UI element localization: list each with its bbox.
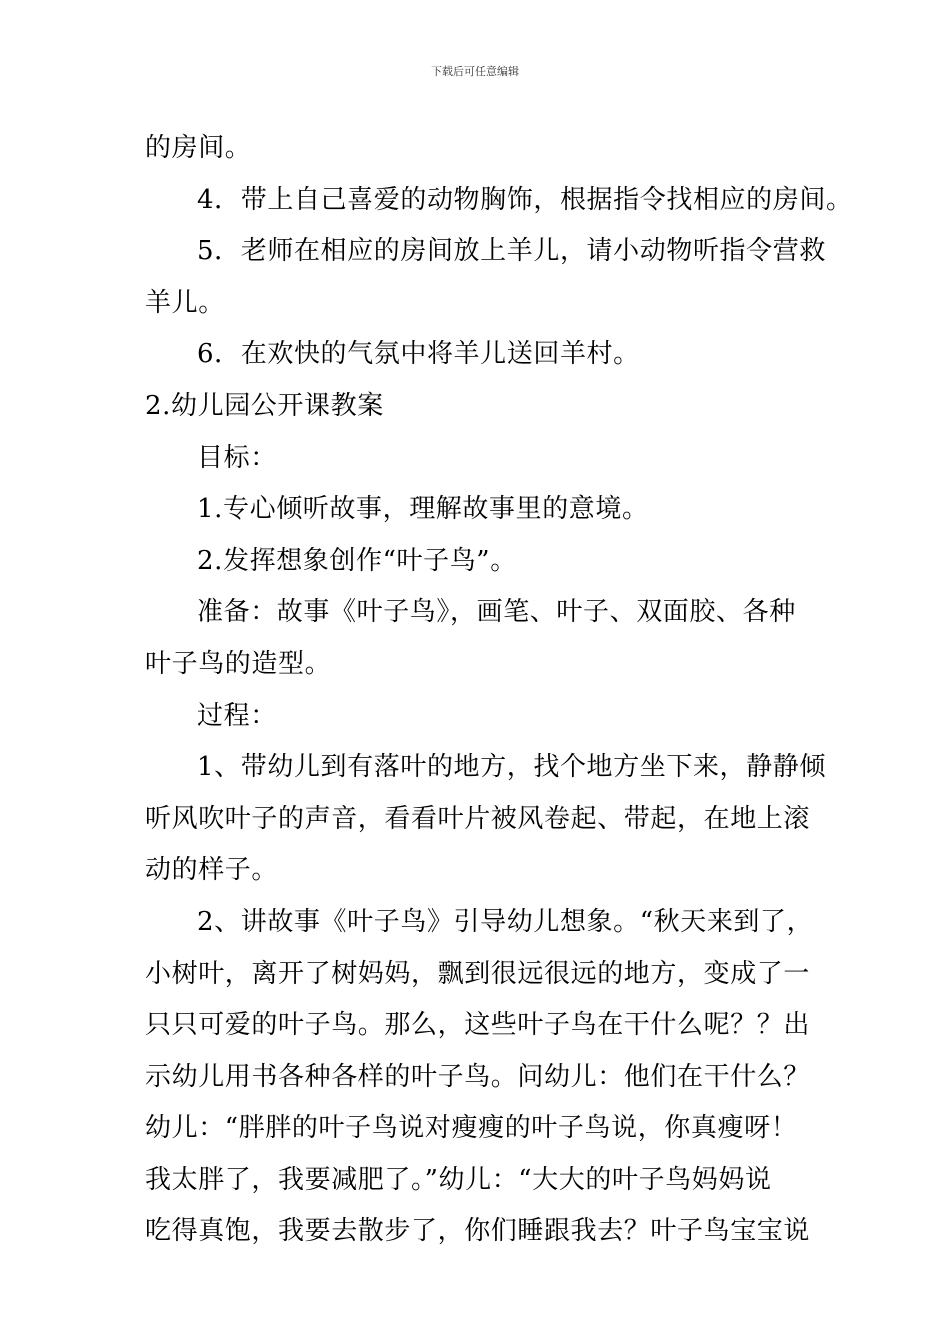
paragraph-line: 2、讲故事《叶子鸟》引导幼儿想象。“秋天来到了， [197, 906, 814, 937]
paragraph-line: 6．在欢快的气氛中将羊儿送回羊村。 [197, 339, 640, 370]
paragraph-line: 1、带幼儿到有落叶的地方，找个地方坐下来，静静倾 [197, 752, 826, 783]
paragraph-line: 目标： [197, 442, 277, 473]
paragraph-line: 小树叶，离开了树妈妈，飘到很远很远的地方，变成了一 [145, 958, 811, 989]
paragraph-line: 叶子鸟的造型。 [145, 648, 332, 679]
paragraph-line: 动的样子。 [145, 855, 279, 886]
paragraph-line: 羊儿。 [145, 287, 225, 318]
paragraph-line: 准备：故事《叶子鸟》，画笔、叶子、双面胶、各种 [197, 597, 796, 628]
paragraph-line: 听风吹叶子的声音，看看叶片被风卷起、带起，在地上滚 [145, 803, 811, 834]
paragraph-line: 4．带上自己喜爱的动物胸饰，根据指令找相应的房间。 [197, 184, 853, 215]
paragraph-line: 我太胖了，我要减肥了。”幼儿：“大大的叶子鸟妈妈说 [145, 1164, 772, 1195]
paragraph-line: 只只可爱的叶子鸟。那么，这些叶子鸟在干什么呢？？出 [145, 1010, 811, 1041]
paragraph-line: 1.专心倾听故事，理解故事里的意境。 [197, 494, 649, 525]
section-heading: 2.幼儿园公开课教案 [145, 390, 384, 421]
paragraph-line: 幼儿：“胖胖的叶子鸟说对瘦瘦的叶子鸟说，你真瘦呀！ [145, 1113, 798, 1144]
paragraph-line: 过程： [197, 700, 277, 731]
document-body [145, 123, 853, 1258]
paragraph-line: 吃得真饱，我要去散步了，你们睡跟我去？叶子鸟宝宝说 [145, 1216, 811, 1247]
paragraph-line: 2.发挥想象创作“叶子鸟”。 [197, 545, 517, 576]
page-header: 下载后可任意编辑 [431, 65, 519, 78]
paragraph-line: 的房间。 [145, 133, 252, 163]
paragraph-line: 示幼儿用书各种各样的叶子鸟。问幼儿：他们在干什么？ [145, 1061, 811, 1092]
paragraph-line: 5．老师在相应的房间放上羊儿，请小动物听指令营救 [197, 236, 826, 267]
